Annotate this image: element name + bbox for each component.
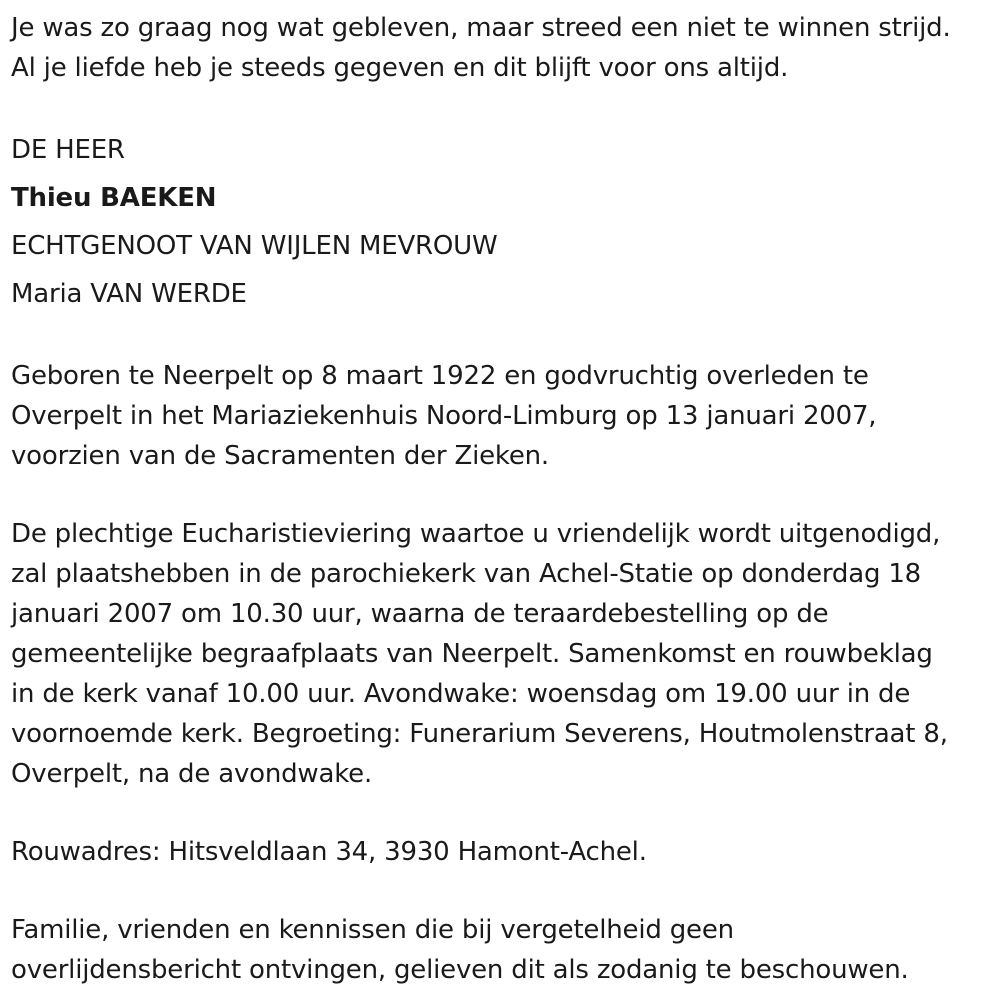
verse-block xyxy=(11,8,996,88)
mourning-address: Rouwadres: Hitsveldlaan 34, 3930 Hamont-Achel. xyxy=(11,837,647,867)
deceased-name: Thieu BAEKEN xyxy=(11,183,217,213)
spacer xyxy=(11,794,996,832)
paragraph-line: in de kerk vanaf 10.00 uur. Avondwake: woensdag om 19.00 uur in de xyxy=(11,679,911,709)
obituary-document xyxy=(11,8,996,990)
paragraph-line: Overpelt, na de avondwake. xyxy=(11,759,373,789)
verse-line: Al je liefde heb je steeds gegeven en dit blijft voor ons altijd. xyxy=(11,53,789,83)
paragraph-line: gemeentelijke begraafplaats van Neerpelt. Samenkomst en rouwbeklag xyxy=(11,639,933,669)
paragraph-line: Familie, vrienden en kennissen die bij vergetelheid geen xyxy=(11,915,734,945)
paragraph-line: voornoemde kerk. Begroeting: Funerarium Severens, Houtmolenstraat 8, xyxy=(11,719,948,749)
spouse-name: Maria VAN WERDE xyxy=(11,279,247,309)
relation-label: ECHTGENOOT VAN WIJLEN MEVROUW xyxy=(11,231,498,261)
spacer xyxy=(11,476,996,514)
spacer xyxy=(11,88,996,126)
verse-line: Je was zo graag nog wat gebleven, maar streed een niet te winnen strijd. xyxy=(11,13,951,43)
spacer xyxy=(11,872,996,910)
deceased-block xyxy=(11,126,996,318)
paragraph-line: De plechtige Eucharistieviering waartoe u vriendelijk wordt uitgenodigd, xyxy=(11,519,941,549)
paragraph-line: januari 2007 om 10.30 uur, waarna de teraardebestelling op de xyxy=(11,599,829,629)
paragraph-line: zal plaatshebben in de parochiekerk van Achel-Statie op donderdag 18 xyxy=(11,559,922,589)
paragraph-line: Geboren te Neerpelt op 8 maart 1922 en godvruchtig overleden te xyxy=(11,361,869,391)
paragraph-line: voorzien van de Sacramenten der Zieken. xyxy=(11,441,549,471)
paragraph-line: overlijdensbericht ontvingen, gelieven dit als zodanig te beschouwen. xyxy=(11,955,909,985)
paragraph-line: Overpelt in het Mariaziekenhuis Noord-Limburg op 13 januari 2007, xyxy=(11,401,877,431)
honorific: DE HEER xyxy=(11,135,125,165)
ceremony-paragraph xyxy=(11,514,996,794)
birth-death-paragraph xyxy=(11,356,996,476)
closing-paragraph xyxy=(11,910,996,990)
spacer xyxy=(11,318,996,356)
